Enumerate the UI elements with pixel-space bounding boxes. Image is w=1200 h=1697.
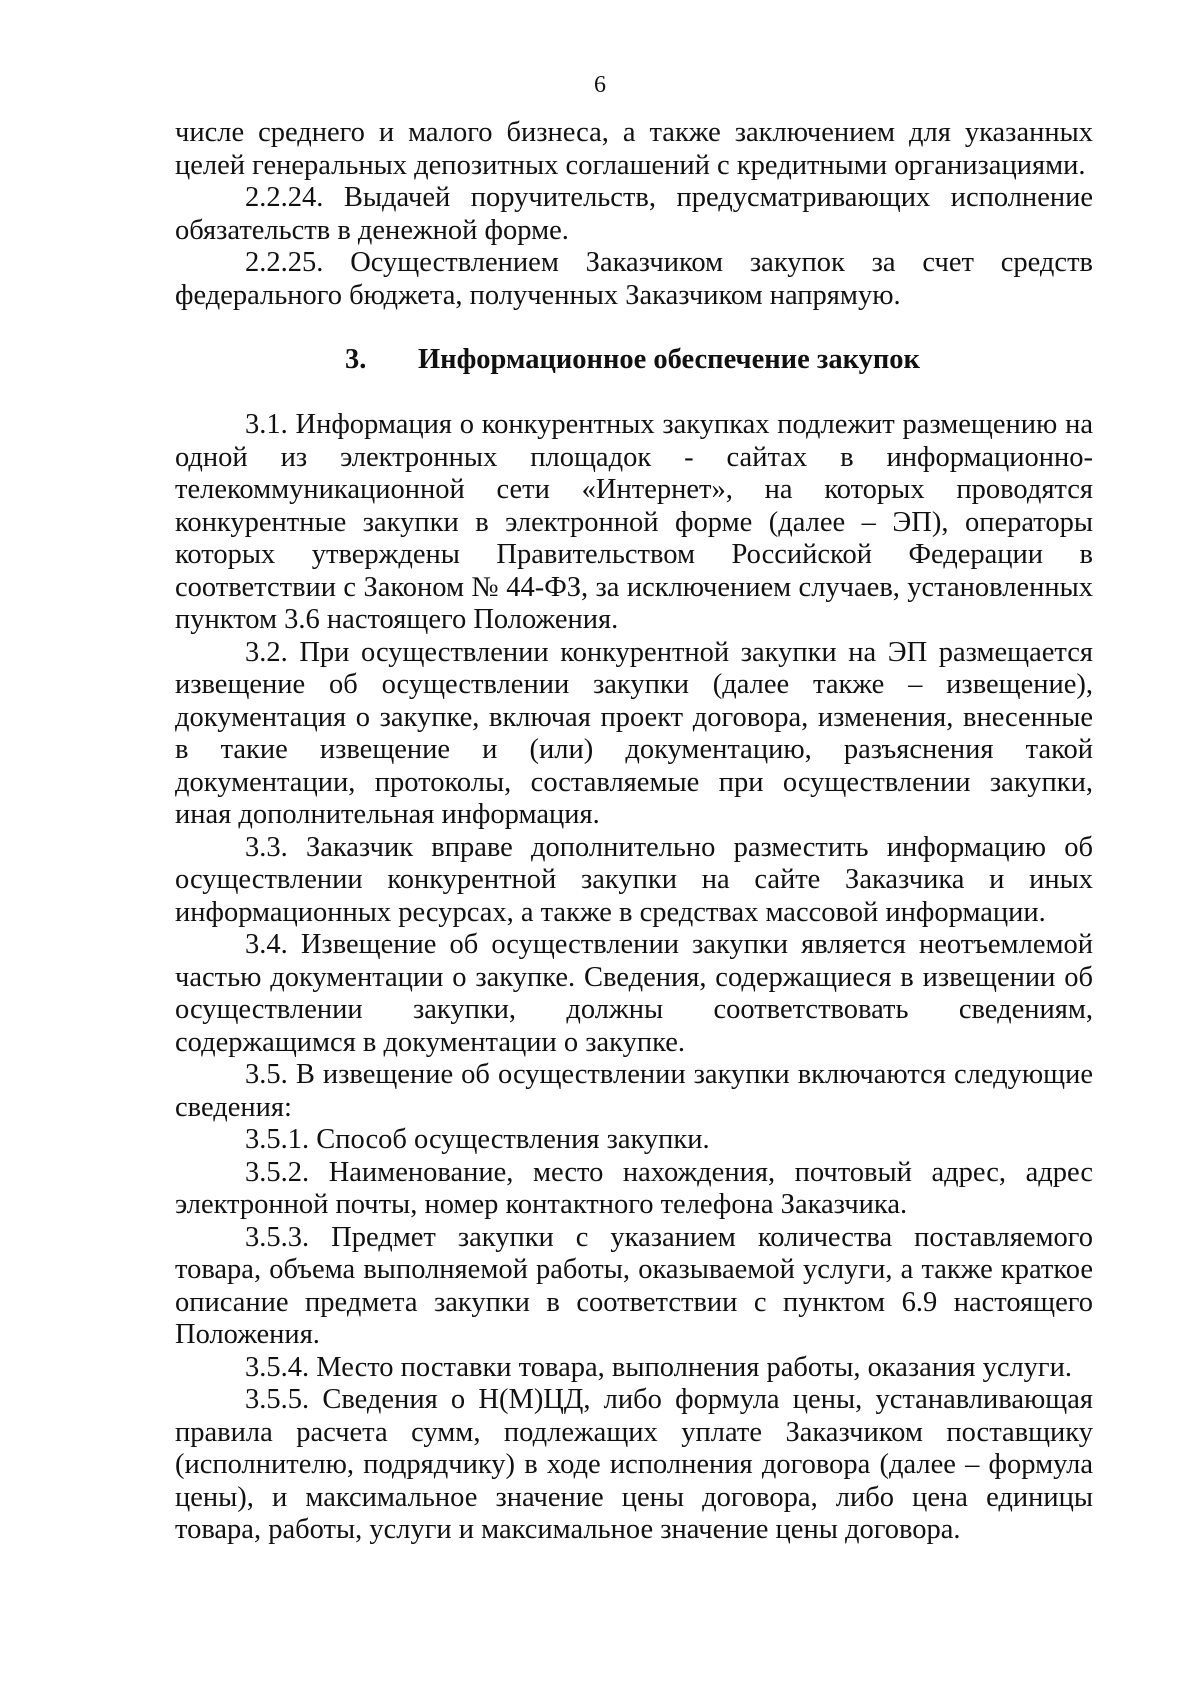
intro-text bbox=[175, 117, 1093, 312]
section-body bbox=[175, 409, 1093, 1547]
paragraph: 3.5.4. Место поставки товара, выполнения работы, оказания услуги. bbox=[245, 1351, 1073, 1383]
paragraph: 3.2. При осуществлении конкурентной закупки на ЭП размещается извещение об осуществлении закупки (далее также – извещение), документация о закупке, включая проект договора, изменения, внесенные в такие извещение и (или) документацию, разъяснения такой документации, протоколы, составляемые при осуществлении закупки, иная дополнительная информация. bbox=[175, 636, 1093, 830]
section-number: 3. bbox=[345, 344, 367, 375]
page-number: 6 bbox=[594, 72, 606, 98]
paragraph: 3.1. Информация о конкурентных закупках подлежит размещению на одной из электронных площадок - сайтах в информационно-телекоммуникационной сети «Интернет», на которых проводятся конкурентные закупки в электронной форме (далее – ЭП), операторы которых утверждены Правительством Российской Федерации в соответствии с Законом № 44-ФЗ, за исключением случаев, установленных пунктом 3.6 настоящего Положения. bbox=[175, 409, 1093, 635]
paragraph: 2.2.24. Выдачей поручительств, предусматривающих исполнение обязательств в денежной форме. bbox=[175, 182, 1093, 246]
paragraph: 3.3. Заказчик вправе дополнительно разместить информацию об осуществлении конкурентной закупки на сайте Заказчика и иных информационных ресурсах, а также в средствах массовой информации. bbox=[175, 831, 1093, 928]
paragraph: 3.4. Извещение об осуществлении закупки является неотъемлемой частью документации о закупке. Сведения, содержащиеся в извещении об осуществлении закупки, должны соответствовать сведениям, содержащимся в документации о закупке. bbox=[175, 929, 1093, 1058]
paragraph: 3.5.5. Сведения о Н(М)ЦД, либо формула цены, устанавливающая правила расчета сумм, подлежащих уплате Заказчиком поставщику (исполнителю, подрядчику) в ходе исполнения договора (далее – формула цены), и максимальное значение цены договора, либо цена единицы товара, работы, услуги и максимальное значение цены договора. bbox=[175, 1384, 1093, 1545]
paragraph: 3.5.2. Наименование, место нахождения, почтовый адрес, адрес электронной почты, номер контактного телефона Заказчика. bbox=[175, 1156, 1093, 1220]
paragraph: 3.5. В извещение об осуществлении закупки включаются следующие сведения: bbox=[175, 1059, 1093, 1123]
section-title: Информационное обеспечение закупок bbox=[418, 344, 920, 375]
paragraph: числе среднего и малого бизнеса, а также заключением для указанных целей генеральных депозитных соглашений с кредитными организациями. bbox=[175, 117, 1093, 181]
paragraph: 3.5.3. Предмет закупки с указанием количества поставляемого товара, объема выполняемой работы, оказываемой услуги, а также краткое описание предмета закупки в соответствии с пунктом 6.9 настоящего Положения. bbox=[175, 1221, 1093, 1350]
paragraph: 2.2.25. Осуществлением Заказчиком закупок за счет средств федерального бюджета, полученных Заказчиком напрямую. bbox=[175, 247, 1093, 311]
paragraph: 3.5.1. Способ осуществления закупки. bbox=[245, 1124, 710, 1155]
